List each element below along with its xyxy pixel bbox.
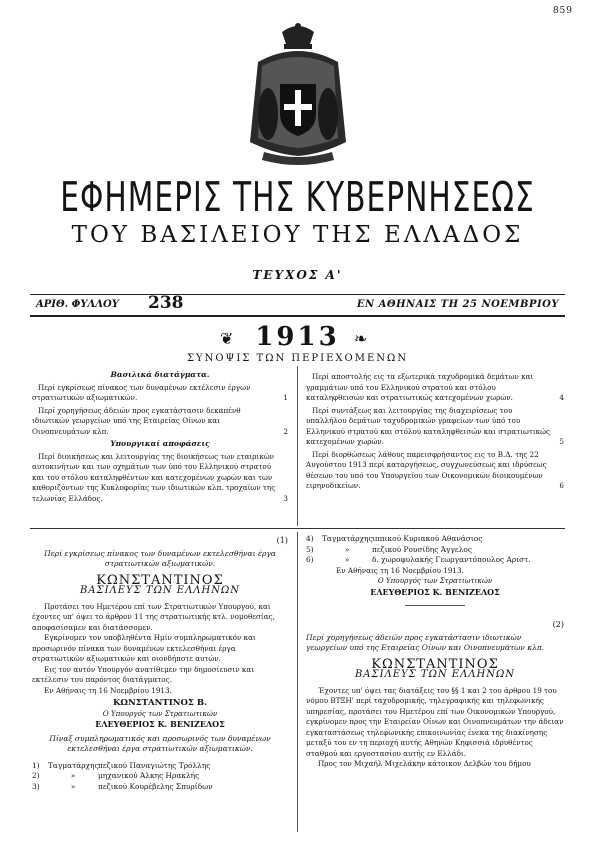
summary-section-ministerial: Υπουργικαί αποφάσεις [110, 439, 210, 448]
summary-heading: ΣΥΝΟΨΙΣ ΤΩΝ ΠΕΡΙΕΧΟΜΕΝΩΝ [186, 353, 409, 364]
decree-title: Περί εγκρίσεως πίνακος των δυναμένων εκτελεσθήναι έργα στρατιωτικών αξιωματικών. [44, 548, 276, 568]
year-banner [0, 322, 595, 352]
list-item: 4) Ταγματάρχης ιππικού Κυριακού Αθανάσιος [306, 534, 483, 543]
king-signature: ΚΩΝΣΤΑΝΤΙΝΟΣ Β. [112, 698, 207, 708]
summary-heading-wrap [30, 354, 565, 365]
decree-1 [32, 532, 288, 792]
list-item: 2) » μηχανικού Άλκης Ηρακλής [32, 771, 200, 780]
summary-divider [297, 366, 298, 526]
entry-page: 1 [283, 393, 288, 402]
entry-page: 2 [283, 426, 288, 436]
body-divider [297, 532, 298, 832]
minister-name: ΕΛΕΥΘΕΡΙΟΣ Κ. ΒΕΝΙΖΕΛΟΣ [370, 586, 500, 597]
decree-title: Περί χορηγήσεως άδειών προς εγκατάστασιν ιδιωτικών γεωργείων υπό της Εταιρείας Οίνων και Οινοπνευμάτων κλπ. [306, 632, 545, 652]
ornament-left-icon: ❦ [220, 329, 234, 348]
minister-role: Ο Υπουργός των Στρατιωτικών [377, 576, 493, 585]
right-body [306, 534, 564, 770]
list-item: 1) Ταγματάρχης πεζικού Παναγιώτης Τρόλλης [32, 760, 211, 770]
sheet-label: ΑΡΙΘ. ΦΥΛΛΟΥ [36, 299, 119, 310]
ornament-right-icon: ❧ [354, 329, 368, 348]
sheet-info-bar [30, 294, 565, 317]
page-number: 859 [552, 6, 573, 16]
king-title: ΒΑΣΙΛΕΥΣ ΤΩΝ ΕΛΛΗΝΩΝ [79, 585, 241, 596]
list-item: 5) » πεζικού Ρουσίδης Άγγελος [306, 544, 472, 554]
decree-paragraph: Εις τον αυτόν Υπουργόν ανατίθεμεν την δημοσίευσιν και εκτέλεσιν του παρόντος διατάγματος. [32, 664, 255, 684]
summary-entry: Περί διοικήσεως και λειτουργίας της διοικήσεως των εταιρικών αυτοκινήτων και των οχημάτων των ύπό του Ελληνικού στρατού και του στόλου καταληφθέντων και κατεχομένων χωρών και των καθοριζόντων της Κυκλοφορίας των ιδιωτικών κλπ. τροχαίων της τελωνίας Ελλάδος. 3 [32, 451, 288, 503]
gazette-subtitle: ΤΟΥ ΒΑΣΙΛΕΙΟΥ ΤΗΣ ΕΛΛΑΔΟΣ [71, 222, 524, 248]
decree-paragraph: Προς τον Μιχαήλ Μιχελάκην κάτοικον Δελβών του δήμου [318, 759, 531, 768]
list-item: 6) » δ. χωροφυλακής Γεωργαντόπουλος Αριστ. [306, 555, 531, 564]
entry-page: 6 [559, 481, 564, 490]
summary-entry: Περί συντάξεως και λειτουργίας της διαχειρίσεως του υπαλλήλου δεμάτων ταχυδρομικών γραφείων των ύπό του Ελληνικού στρατού και στόλου καταληφθεισών και στρατιωτικώς κατεχομένων χωρών. 5 [306, 405, 564, 446]
royal-crest-icon [238, 22, 358, 172]
minister-name: ΕΛΕΥΘΕΡΙΟΣ Κ. ΒΕΝΙΖΕΛΟΣ [95, 719, 225, 729]
gazette-title: ΕΦΗΜΕΡΙΣ ΤΗΣ ΚΥΒΕΡΝΗΣΕΩΣ [60, 172, 535, 221]
issue-label: ΤΕΥΧΟΣ Α' [252, 268, 343, 282]
summary-entry: Περί αποστολής εις τα εξωτερικά ταχυδρομικά δεμάτων και γραμμάτων υπό του Ελληνικού στρατού και στόλου καταληφθεισών και στρατιωτικώς κατεχομένων χωρών. 4 [306, 372, 564, 402]
decree-date: Εν Αθήναις τη 16 Νοεμβρίου 1913. [336, 565, 464, 575]
summary-entry: Περί διορθώσεως λάθους παρεισφρήσαντος εις το Β.Δ. της 22 Αυγούστου 1913 περί καταργήσεως, συγχωνεύσεως και ιδρύσεως θέσεων του υπό του Υπουργείου των Οικονομικών διοικουμένων ειρηνοδικείων. 6 [306, 449, 564, 490]
minister-role: Ο Υπουργός των Στρατιωτικών [102, 708, 218, 718]
summary-right [306, 372, 564, 494]
decree-number: (2) [552, 620, 564, 629]
summary-entry: Περί εγκρίσεως πίνακος των δυναμένων εκτέλεσιν έργων στρατιωτικών αξιωματικών. 1 [32, 382, 288, 402]
king-title: ΒΑΣΙΛΕΥΣ ΤΩΝ ΕΛΛΗΝΩΝ [354, 669, 516, 680]
table-title: Πίναξ συμπληρωματικός και προσωρινός των δυναμένων εκτελεσθήναι έργα στρατιωτικών αξιωματικών. [49, 733, 271, 753]
decree-number: (1) [276, 536, 288, 545]
entry-page: 5 [559, 437, 564, 446]
sheet-number: 238 [148, 293, 184, 313]
decree-paragraph: Έχοντες υπ' όψει τας διατάξεις του §§ 1 και 2 του άρθρου 19 του νόμου ΒΤΞΗ' περί ταχυδρομικής, τηλεγραφικής και τηλεφωνικής υπηρεσίας, προτάσει του Ημετέρου επί των Οικονομικών Υπουργού, εγκρίνομεν προς την Εταιρείαν Οίνων και Οινοπνευμάτων την άδειαν εγκαταστάσεως τηλεφωνικής επικοινωνίας ένεκα της διακίνησης μεταξύ του εν τη περιοχή αυτής Αθηνών Κηφισσιά ιδρυθέντος σταθμού και εργοστασίου αυτής εν Ελλάδι. [306, 685, 564, 758]
king-name: ΚΩΝΣΤΑΝΤΙΝΟΣ [96, 572, 224, 588]
entry-page: 4 [559, 393, 564, 402]
section-rule [405, 605, 465, 606]
summary-section-decrees: Βασιλικά διατάγματα. [110, 370, 210, 379]
king-name: ΚΩΝΣΤΑΝΤΙΝΟΣ [371, 656, 499, 672]
decree-date: Εν Αθήναις τη 16 Νοεμβρίου 1913. [44, 685, 172, 695]
summary-left [32, 368, 288, 506]
dateline: ΕΝ ΑΘΗΝΑΙΣ ΤΗ 25 ΝΟΕΜΒΡΙΟΥ [356, 299, 559, 310]
entry-page: 3 [283, 493, 288, 503]
decree-paragraph: Προτάσει του Ημετέρου επί των Στρατιωτικών Υπουργού, και έχοντες υπ' όψει το άρθρον 11 της στρατιωτικής κτλ. νομοθεσίας, αποφασίσαμεν και διατάσσομεν. [32, 601, 275, 632]
summary-entry: Περί χορηγήσεως άδειών προς εγκατάστασιν δεκαπένθ ιδιωτικών γεωργείων υπό της Εταιρείας Οίνων και Οινοπνευμάτων κλπ. 2 [32, 405, 288, 436]
year: 1913 [255, 322, 340, 352]
list-item: 3) » πεζικού Κουρέβελης Σπυρίδων [32, 781, 213, 791]
summary-bottom-rule [30, 528, 565, 529]
decree-paragraph: Εγκρίνομεν τον υποβληθέντα Ημίν συμπληρωματικόν και προσωρινόν πίνακα των δυναμένων εκτελεσθήναι έργα στρατιωτικών αξιωματικών και οιονδήποτε αυτών. [32, 633, 256, 663]
